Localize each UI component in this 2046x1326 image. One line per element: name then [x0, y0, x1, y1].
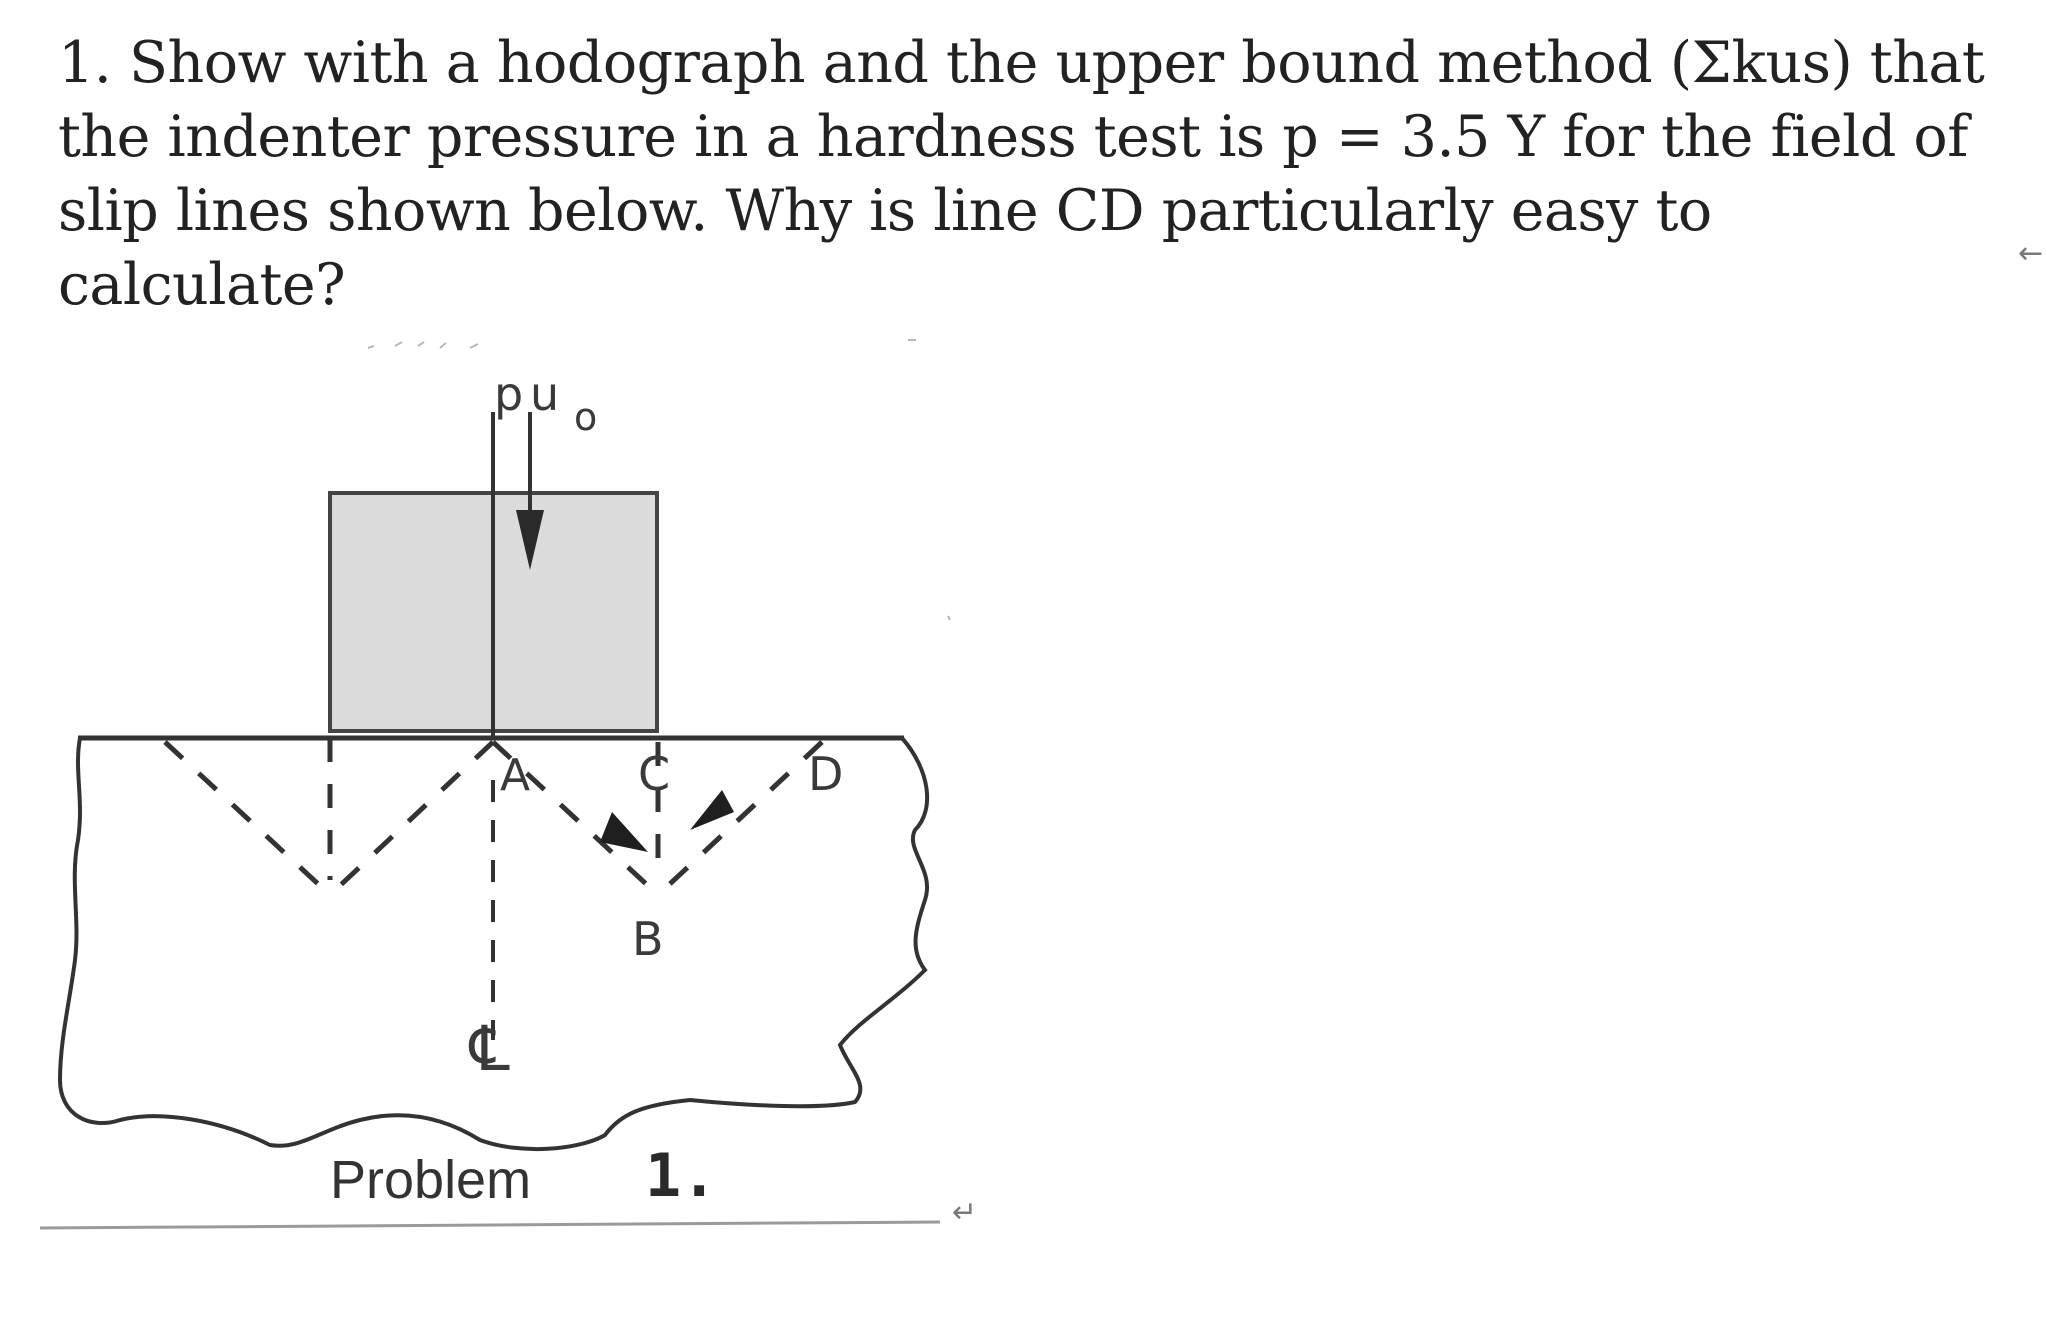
point-label-d: D: [808, 747, 844, 801]
caption-return-mark: ↵: [952, 1195, 978, 1230]
caption-underline: [40, 1222, 940, 1228]
figure-caption-number: 1.: [645, 1141, 718, 1211]
point-label-a: A: [500, 750, 531, 801]
question-text: 1. Show with a hodograph and the upper bound method (Σkus) that the indenter pressure in a hardness test is p = 3.5 Y for the field of slip lines shown below. Why is line CD particularly easy to calculate?: [58, 30, 1985, 318]
paragraph-return-mark: ←: [2018, 236, 2044, 271]
load-label-p: p: [494, 367, 524, 421]
point-label-b: B: [632, 912, 664, 966]
point-label-c: C: [638, 747, 671, 801]
load-label-u: u: [530, 367, 560, 421]
slip-line-field-figure: [0, 0, 1000, 1326]
centerline-symbol: ℄: [470, 1012, 510, 1085]
load-label-subscript: o: [574, 395, 598, 439]
figure-caption-word: Problem: [330, 1150, 532, 1210]
